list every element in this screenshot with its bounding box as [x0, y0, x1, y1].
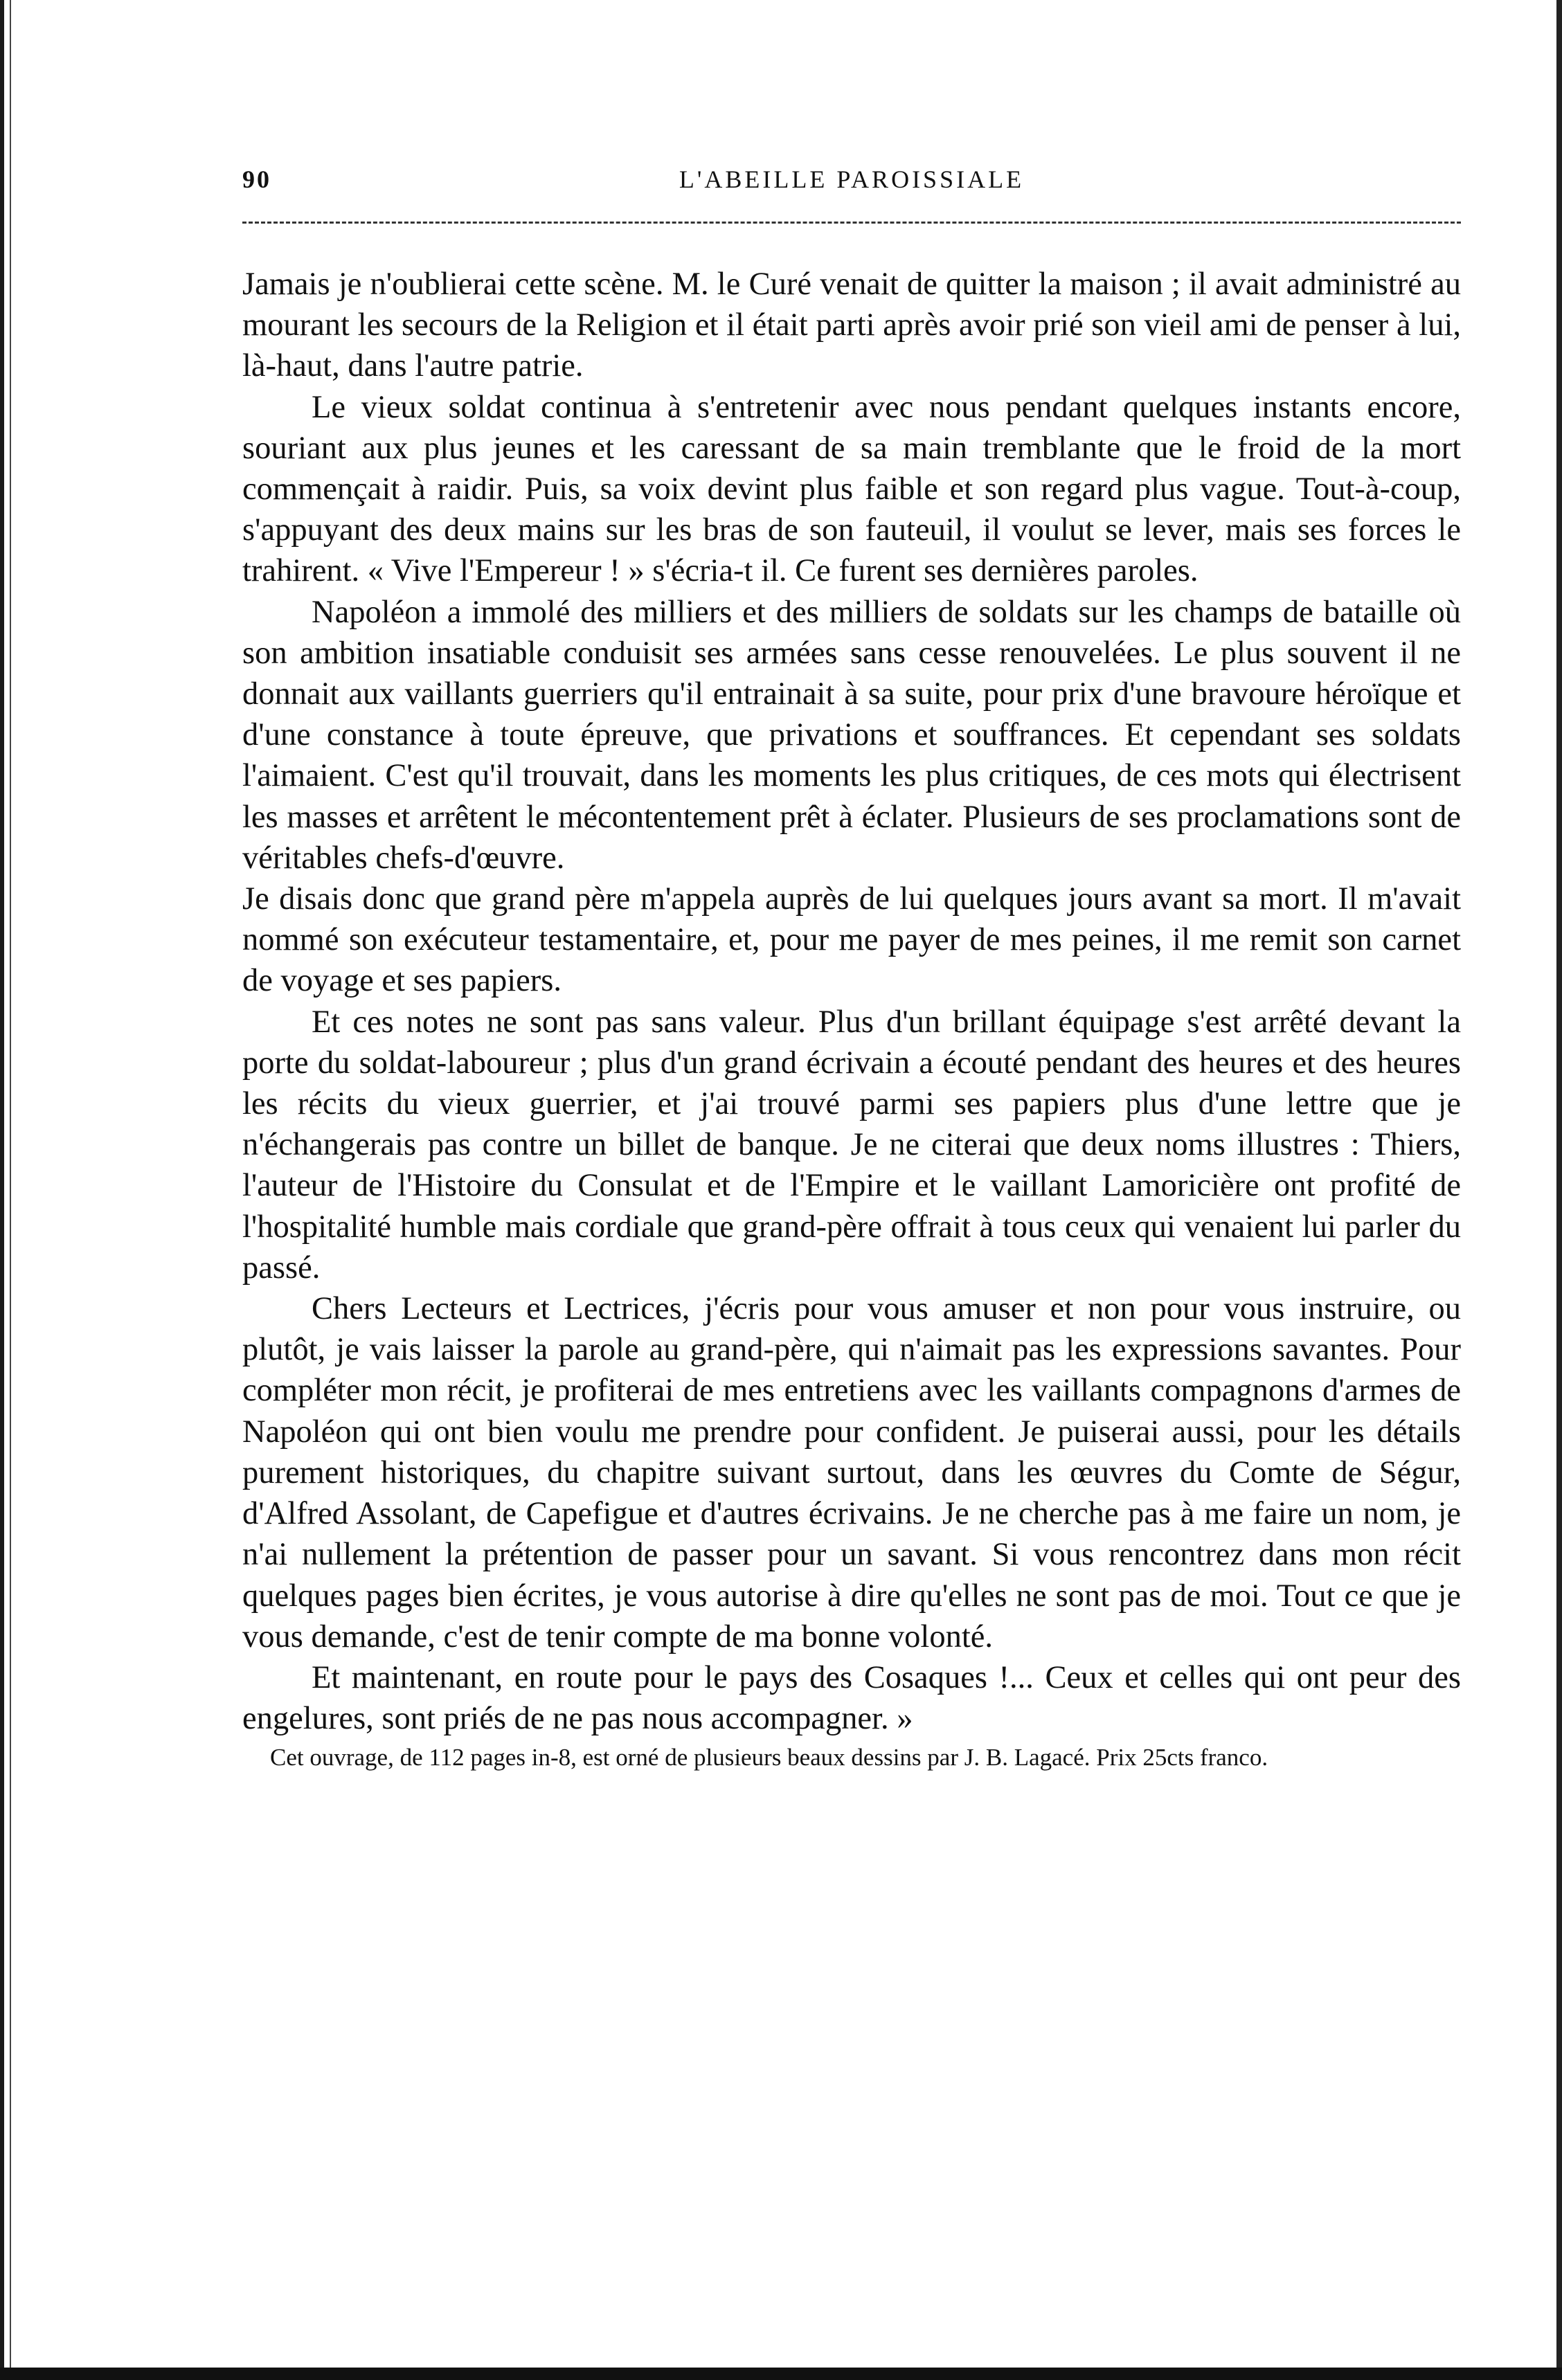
scan-edge-bottom [0, 2368, 1562, 2380]
paragraph-6: Chers Lecteurs et Lectrices, j'écris pour vous amuser et non pour vous instruire, ou plutôt, je vais laisser la parole au grand-père, qui n'aimait pas les expressions savantes. Pour compléter mon récit, je profiterai de mes entretiens avec les vaillants compagnons d'armes de Napoléon qui ont bien voulu me prendre pour confident. Je puiserai aussi, pour les détails purement historiques, du chapitre suivant surtout, dans les œuvres du Comte de Ségur, d'Alfred Assolant, de Capefigue et d'autres écrivains. Je ne cherche pas à me faire un nom, je n'ai nullement la prétention de passer pour un savant. Si vous rencontrez dans mon récit quelques pages bien écrites, je vous autorise à dire qu'elles ne sont pas de moi. Tout ce que je vous demande, c'est de tenir compte de ma bonne volonté. [242, 1291, 1461, 1655]
paragraph-4: Je disais donc que grand père m'appela auprès de lui quelques jours avant sa mort. Il m'avait nommé son exécuteur testamentaire, et, pour me payer de mes peines, il me remit son carnet de voyage et ses papiers. [242, 881, 1461, 999]
scan-edge-left [0, 0, 15, 2380]
page [242, 159, 1461, 1772]
body-text [242, 264, 1461, 1739]
paragraph-1: Jamais je n'oublierai cette scène. M. le Curé venait de quitter la maison ; il avait administré au mourant les secours de la Religion et il était parti après avoir prié son vieil ami de penser à lui, là-haut, dans l'autre patrie. [242, 267, 1461, 384]
header-rule [242, 222, 1461, 224]
paragraph-7: Et maintenant, en route pour le pays des Cosaques !... Ceux et celles qui ont peur des engelures, sont priés de ne pas nous accompagner. » [242, 1659, 1461, 1737]
paragraph-2: Le vieux soldat continua à s'entretenir avec nous pendant quelques instants encore, souriant aux plus jeunes et les caressant de sa main tremblante que le froid de la mort commençait à raidir. Puis, sa voix devint plus faible et son regard plus vague. Tout-à-coup, s'appuyant des deux mains sur les bras de son fauteuil, il voulut se lever, mais ses forces le trahirent. « Vive l'Empereur ! » s'écria-t il. Ce furent ses dernières paroles. [242, 389, 1461, 589]
paragraph-5: Et ces notes ne sont pas sans valeur. Plus d'un brillant équipage s'est arrêté devant la porte du soldat-laboureur ; plus d'un grand écrivain a écouté pendant des heures et des heures les récits du vieux guerrier, et j'ai trouvé parmi ses papiers plus d'une lettre que je n'échangerais pas contre un billet de banque. Je ne citerai que deux noms illustres : Thiers, l'auteur de l'Histoire du Consulat et de l'Empire et le vaillant Lamoricière ont profité de l'hospitalité humble mais cordiale que grand-père offrait à tous ceux qui venaient lui parler du passé. [242, 1004, 1461, 1286]
running-head [242, 159, 1461, 201]
scan-edge-right [1556, 0, 1562, 2380]
footnote: Cet ouvrage, de 112 pages in-8, est orné de plusieurs beaux dessins par J. B. Lagacé. Prix 25cts franco. [270, 1744, 1268, 1772]
paragraph-3: Napoléon a immolé des milliers et des milliers de soldats sur les champs de bataille où son ambition insatiable conduisit ses armées sans cesse renouvelées. Le plus souvent il ne donnait aux vaillants guerriers qu'il entrainait à sa suite, pour prix d'une bravoure héroïque et d'une constance à toute épreuve, que privations et souffrances. Et cependant ses soldats l'aimaient. C'est qu'il trouvait, dans les moments les plus critiques, de ces mots qui électrisent les masses et arrêtent le mécontentement prêt à éclater. Plusieurs de ses proclamations sont de véritables chefs-d'œuvre. [242, 594, 1461, 876]
running-title: L'ABEILLE PAROISSIALE [679, 165, 1025, 193]
page-number: 90 [242, 165, 271, 193]
